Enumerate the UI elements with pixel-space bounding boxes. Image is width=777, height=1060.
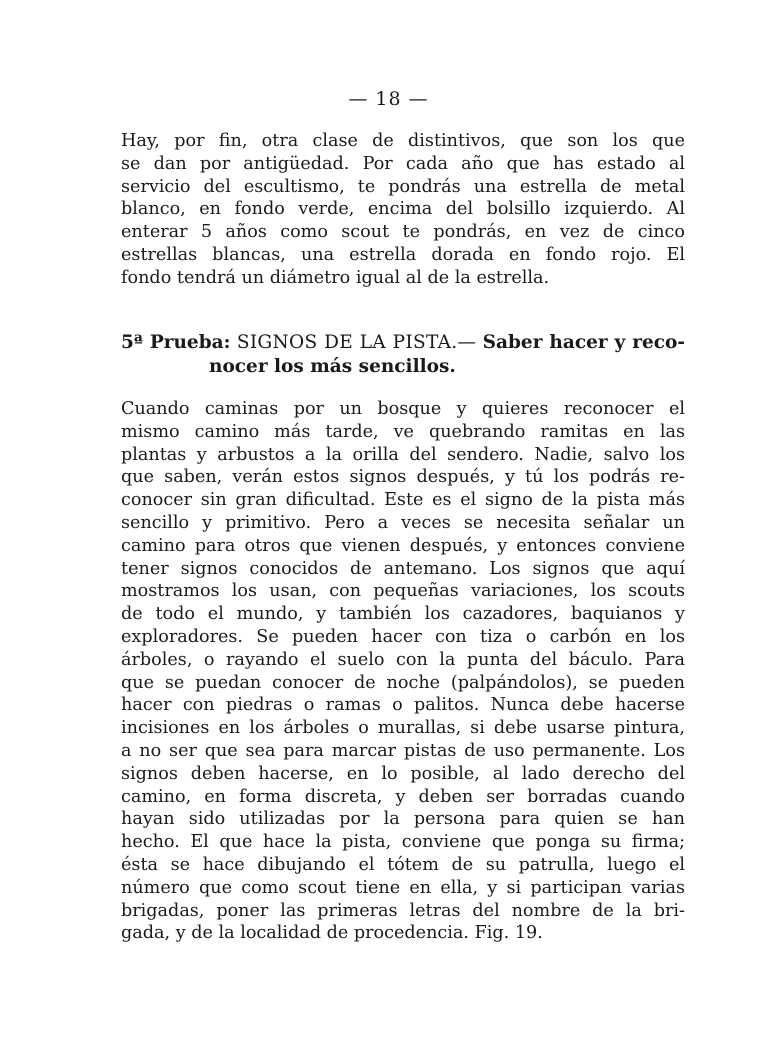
text-line: gada, y de la localidad de procedencia. Fig. 19.: [121, 923, 543, 944]
section-heading-line: [121, 331, 685, 355]
text-line: que saben, verán estos signos después, y tú los podrás re-: [121, 467, 685, 488]
text-line: hacer con piedras o ramas o palitos. Nunca debe hacerse: [121, 695, 685, 716]
text-line: signos deben hacerse, en lo posible, al lado derecho del: [121, 763, 685, 784]
paragraph-antiguedad: [121, 130, 685, 290]
section-title: SIGNOS DE LA PISTA.—: [236, 332, 477, 353]
text-line: sencillo y primitivo. Pero a veces se necesita señalar un: [121, 512, 685, 533]
prueba-label: 5ª Prueba:: [121, 332, 231, 353]
text-line: blanco, en fondo verde, encima del bolsillo izquierdo. Al: [121, 199, 685, 220]
text-line: servicio del escultismo, te pondrás una estrella de metal: [121, 176, 685, 197]
page-number: — 18 —: [348, 88, 429, 110]
text-line: tener signos conocidos de antemano. Los signos que aquí: [121, 558, 685, 579]
text-line: incisiones en los árboles o murallas, si debe usarse pintura,: [121, 718, 685, 739]
paragraph-signos: [121, 398, 685, 945]
text-line: número que como scout tiene en ella, y si participan varias: [121, 877, 685, 898]
section-subtitle-part2: nocer los más sencillos.: [209, 356, 456, 377]
text-line: enterar 5 años como scout te pondrás, en vez de cinco: [121, 222, 685, 243]
text-line: mostramos los usan, con pequeñas variaciones, los scouts: [121, 581, 685, 602]
text-line: conocer sin gran dificultad. Este es el signo de la pista más: [121, 490, 685, 511]
text-line: Hay, por fin, otra clase de distintivos, que son los que: [121, 131, 685, 151]
text-line: se dan por antigüedad. Por cada año que has estado al: [121, 153, 685, 174]
text-line: hayan sido utilizadas por la persona para quien se han: [121, 809, 685, 830]
text-line: camino para otros que vienen después, y entonces conviene: [121, 535, 685, 556]
text-line: de todo el mundo, y también los cazadores, baquianos y: [121, 604, 685, 625]
text-line: a no ser que sea para marcar pistas de uso permanente. Los: [121, 740, 685, 761]
text-line: Cuando caminas por un bosque y quieres reconocer el: [121, 399, 685, 419]
text-line: camino, en forma discreta, y deben ser borradas cuando: [121, 786, 685, 807]
text-line: hecho. El que hace la pista, conviene que ponga su firma;: [121, 832, 685, 853]
text-line: árboles, o rayando el suelo con la punta del báculo. Para: [121, 649, 685, 670]
section-subtitle-part1: Saber hacer y reco-: [482, 332, 686, 353]
text-line: exploradores. Se pueden hacer con tiza o carbón en los: [121, 626, 685, 647]
text-line: brigadas, poner las primeras letras del nombre de la bri-: [121, 900, 685, 921]
text-line: que se puedan conocer de noche (palpándolos), se pueden: [121, 672, 685, 693]
text-line: ésta se hace dibujando el tótem de su patrulla, luego el: [121, 854, 685, 875]
section-heading: [121, 331, 685, 379]
text-line: mismo camino más tarde, ve quebrando ramitas en las: [121, 421, 685, 442]
text-line: fondo tendrá un diámetro igual al de la estrella.: [121, 267, 550, 288]
text-line: estrellas blancas, una estrella dorada en fondo rojo. El: [121, 244, 685, 265]
text-line: plantas y arbustos a la orilla del sendero. Nadie, salvo los: [121, 444, 685, 465]
